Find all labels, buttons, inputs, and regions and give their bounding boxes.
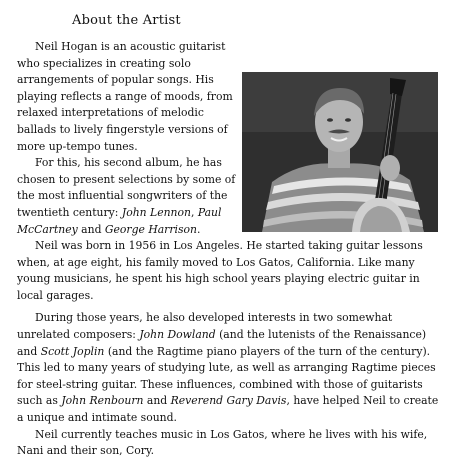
paragraph-influences: During those years, he also developed interests in two somewhat unrelated composers: John Dowland (and the lutenists of the Renaissance) and Scott Joplin (and the Ragtime piano players of the turn of the century). This led to many years of studying lute, as well as arranging Ragtime pieces for steel-string guitar. These influences, combined with those of guitarists such as John Renbourn and Reverend Gary Davis, have helped Neil to create a unique and intimate sound. [17, 311, 439, 424]
paragraph-album: For this, his second album, he has chosen to present selections by some of the most influential songwriters of the twentieth century: John Lennon, Paul McCartney and George Harrison. [17, 156, 236, 236]
biography-body [17, 238, 442, 460]
composer-scott-joplin: Scott Joplin [40, 344, 105, 358]
songwriter-george-harrison: George Harrison [104, 222, 197, 236]
section-title: About the Artist [72, 13, 181, 28]
songwriter-paul-mccartney: Paul McCartney [17, 205, 222, 236]
paragraph-current: Neil currently teaches music in Los Gatos, where he lives with his wife, Nani and their son, Cory. [17, 427, 428, 458]
artist-photo [242, 72, 438, 232]
intro-column [17, 39, 241, 238]
paragraph-intro: Neil Hogan is an acoustic guitarist who specializes in creating solo arrangements of popular songs. His playing reflects a range of moods, from relaxed interpretations of melodic ballads to lively fingerstyle versions of more up-tempo tunes. [17, 40, 233, 153]
songwriter-john-lennon: John Lennon [121, 205, 191, 219]
paragraph-early-life: Neil was born in 1956 in Los Angeles. He started taking guitar lessons when, at age eight, his family moved to Los Gatos, California. Like many young musicians, he spent his high school years playing electric guitar in local garages. [17, 239, 423, 302]
composer-john-dowland: John Dowland [139, 327, 216, 341]
guitarist-john-renbourn: John Renbourn [61, 394, 144, 408]
guitarist-reverend-gary-davis: Reverend Gary Davis [170, 394, 287, 408]
